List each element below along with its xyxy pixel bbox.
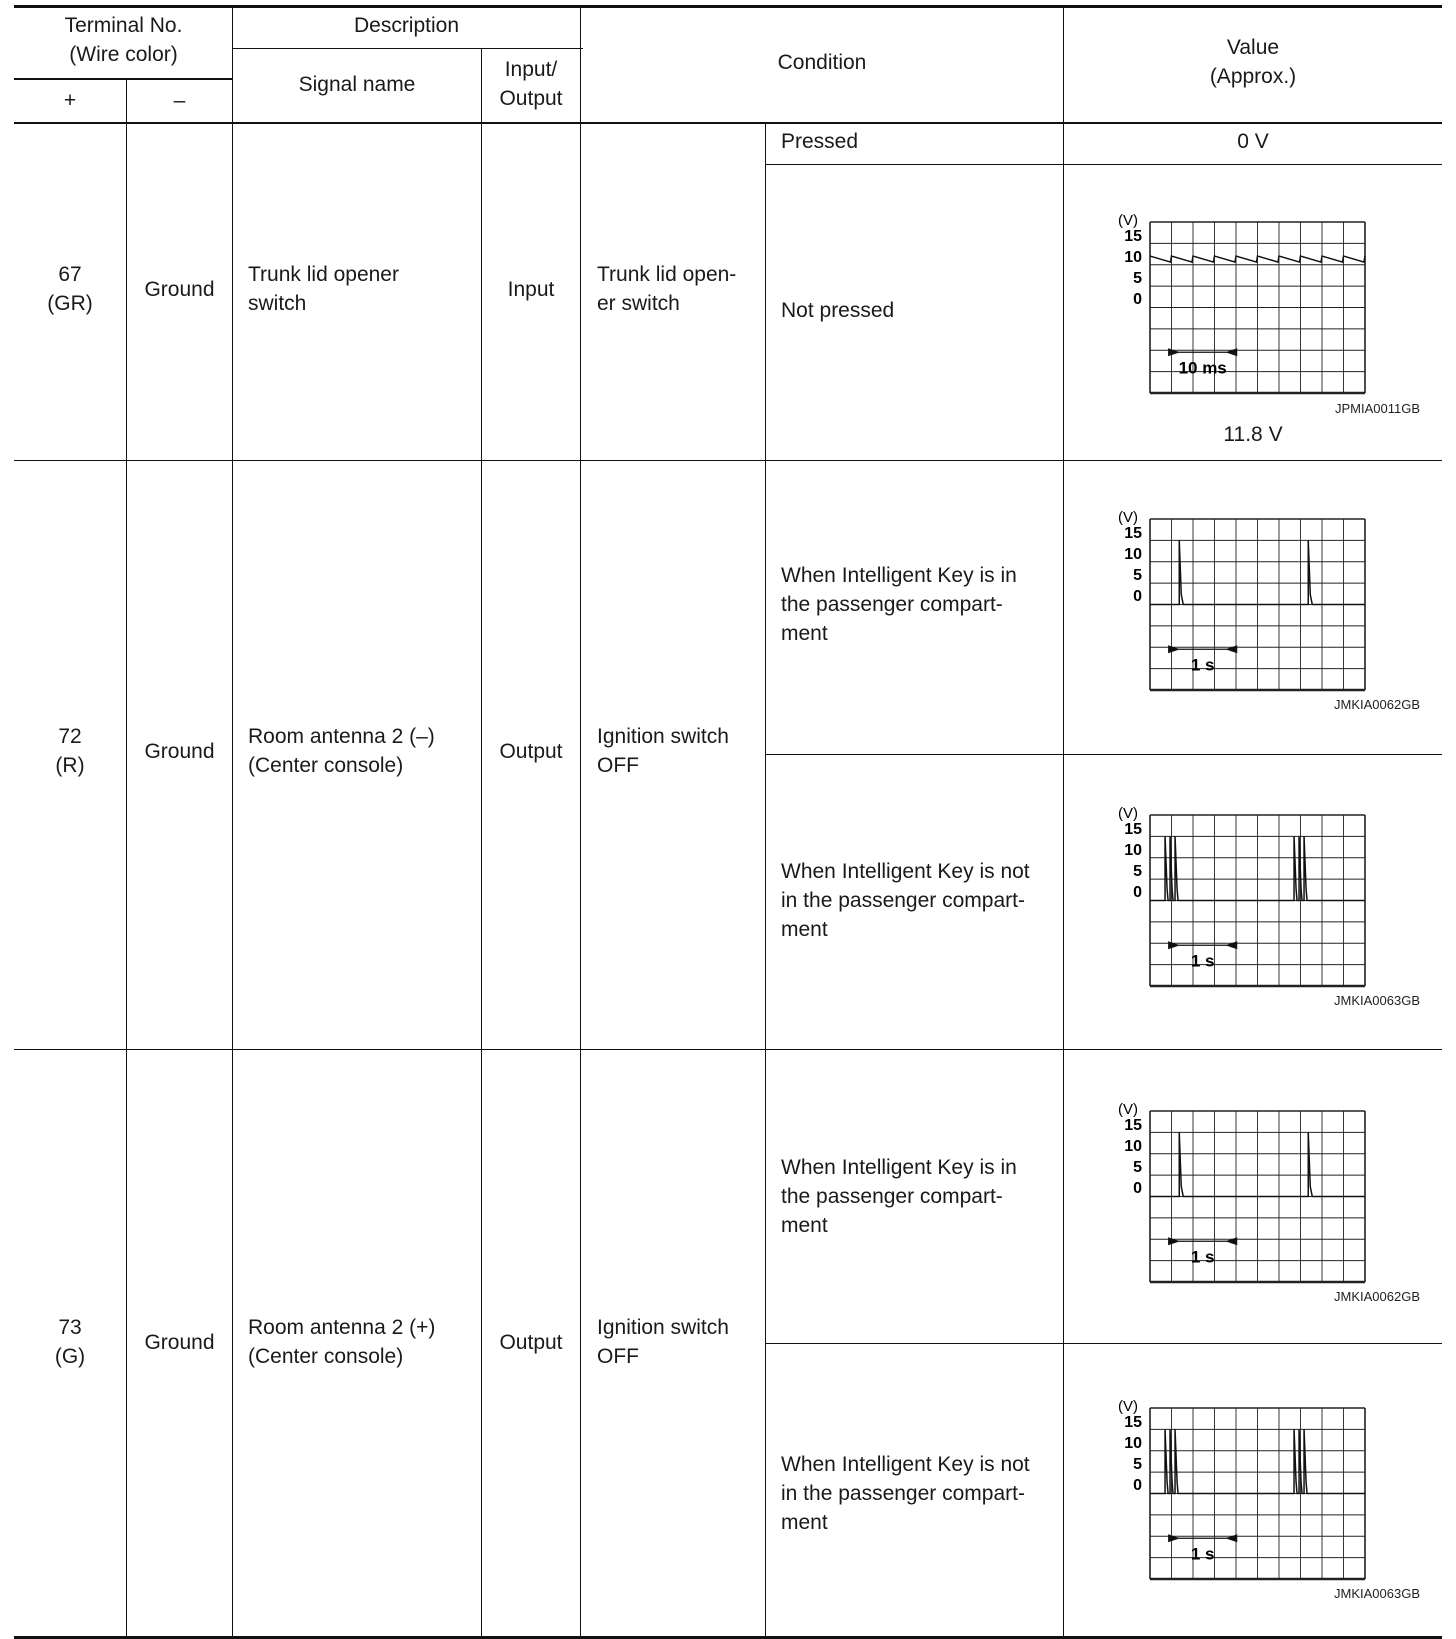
waveform-graph xyxy=(1100,1097,1370,1287)
signal-name-line-1: Room antenna 2 (+) xyxy=(248,1316,436,1339)
terminal-number: 73 xyxy=(58,1316,82,1339)
tick-label: 0 xyxy=(1133,1180,1142,1197)
header-bottom-rule xyxy=(14,122,1442,124)
tick-label: 5 xyxy=(1133,270,1142,287)
header-minus: – xyxy=(173,89,186,112)
state-key-in-line-3: ment xyxy=(781,1214,828,1237)
state-key-in-line-2: the passenger compart- xyxy=(781,1185,1003,1208)
axis-unit: (V) xyxy=(1118,1101,1138,1118)
state-key-in-line-1: When Intelligent Key is in xyxy=(781,1156,1017,1179)
tick-label: 15 xyxy=(1124,821,1142,838)
time-scale-label: 1 s xyxy=(1190,655,1215,675)
waveform-graph xyxy=(1100,208,1370,398)
wire-color: (GR) xyxy=(47,292,93,315)
condition-line-2: OFF xyxy=(597,1345,639,1368)
header-rule-terminal xyxy=(14,78,233,80)
tick-label: 10 xyxy=(1124,842,1142,859)
signal-name-line-2: (Center console) xyxy=(248,754,404,777)
tick-label: 15 xyxy=(1124,1117,1142,1134)
tick-label: 0 xyxy=(1133,1477,1142,1494)
time-scale-label: 10 ms xyxy=(1178,358,1227,378)
time-arrow-right xyxy=(1225,348,1237,356)
row1-bottom-rule xyxy=(14,460,1442,461)
time-arrow-left xyxy=(1168,348,1180,356)
header-wire-color: (Wire color) xyxy=(69,43,178,66)
header-rule-description xyxy=(233,48,583,49)
tick-label: 10 xyxy=(1124,546,1142,563)
waveform-graph xyxy=(1100,505,1370,695)
minus-terminal: Ground xyxy=(144,740,215,763)
graph-code: JMKIA0062GB xyxy=(1334,1289,1420,1304)
row3-sub-rule xyxy=(766,1343,1442,1344)
axis-unit: (V) xyxy=(1118,805,1138,822)
wire-color: (R) xyxy=(55,754,85,777)
state-key-not-in-line-1: When Intelligent Key is not xyxy=(781,860,1030,883)
row2-sub-rule xyxy=(766,754,1442,755)
table-top-rule xyxy=(14,5,1442,8)
tick-label: 15 xyxy=(1124,525,1142,542)
col-rule-minus xyxy=(126,78,127,1638)
axis-unit: (V) xyxy=(1118,509,1138,526)
input-output: Output xyxy=(499,740,563,763)
condition-line-1: Trunk lid open- xyxy=(597,263,737,286)
terminal-number: 67 xyxy=(58,263,82,286)
header-description: Description xyxy=(353,14,460,37)
time-scale-label: 1 s xyxy=(1190,1544,1215,1564)
axis-unit: (V) xyxy=(1118,212,1138,229)
tick-label: 15 xyxy=(1124,228,1142,245)
tick-label: 5 xyxy=(1133,1456,1142,1473)
tick-label: 15 xyxy=(1124,1414,1142,1431)
signal-name-line-2: (Center console) xyxy=(248,1345,404,1368)
state-key-in-line-3: ment xyxy=(781,622,828,645)
minus-terminal: Ground xyxy=(144,278,215,301)
waveform-graph xyxy=(1100,801,1370,991)
tick-label: 0 xyxy=(1133,588,1142,605)
input-output: Input xyxy=(507,278,555,301)
time-arrow-right xyxy=(1225,1237,1237,1245)
time-arrow-right xyxy=(1225,645,1237,653)
value-pressed: 0 V xyxy=(1237,130,1269,153)
value-not-pressed: 11.8 V xyxy=(1223,423,1283,446)
input-output: Output xyxy=(499,1331,563,1354)
state-key-not-in-line-2: in the passenger compart- xyxy=(781,889,1025,912)
row1-sub-rule xyxy=(766,164,1442,165)
col-rule-substate xyxy=(765,122,766,1638)
tick-label: 0 xyxy=(1133,291,1142,308)
graph-code: JMKIA0063GB xyxy=(1334,1586,1420,1601)
header-plus: + xyxy=(63,89,77,112)
graph-code: JMKIA0063GB xyxy=(1334,993,1420,1008)
col-rule-value xyxy=(1063,5,1064,1638)
state-key-not-in-line-3: ment xyxy=(781,918,828,941)
tick-label: 10 xyxy=(1124,1435,1142,1452)
condition-line-1: Ignition switch xyxy=(597,1316,729,1339)
header-condition: Condition xyxy=(777,51,867,74)
time-arrow-left xyxy=(1168,1534,1180,1542)
time-arrow-left xyxy=(1168,645,1180,653)
graph-code: JPMIA0011GB xyxy=(1334,401,1420,416)
condition-line-2: OFF xyxy=(597,754,639,777)
time-scale-label: 1 s xyxy=(1190,1247,1215,1267)
state-pressed: Pressed xyxy=(781,130,859,153)
terminal-number: 72 xyxy=(58,725,82,748)
tick-label: 0 xyxy=(1133,884,1142,901)
header-input-output-1: Input/ xyxy=(504,58,558,81)
state-not-pressed: Not pressed xyxy=(781,299,895,322)
signal-name-line-1: Room antenna 2 (–) xyxy=(248,725,435,748)
tick-label: 5 xyxy=(1133,1159,1142,1176)
state-key-not-in-line-3: ment xyxy=(781,1511,828,1534)
tick-label: 5 xyxy=(1133,567,1142,584)
signal-name-line-2: switch xyxy=(248,292,307,315)
graph-code: JMKIA0062GB xyxy=(1334,697,1420,712)
tick-label: 5 xyxy=(1133,863,1142,880)
time-arrow-right xyxy=(1225,941,1237,949)
condition-line-2: er switch xyxy=(597,292,680,315)
condition-line-1: Ignition switch xyxy=(597,725,729,748)
col-rule-signal xyxy=(232,5,233,1638)
time-arrow-right xyxy=(1225,1534,1237,1542)
time-arrow-left xyxy=(1168,1237,1180,1245)
header-terminal-no: Terminal No. xyxy=(64,14,183,37)
axis-unit: (V) xyxy=(1118,1398,1138,1415)
state-key-not-in-line-2: in the passenger compart- xyxy=(781,1482,1025,1505)
state-key-in-line-1: When Intelligent Key is in xyxy=(781,564,1017,587)
header-input-output-2: Output xyxy=(499,87,563,110)
state-key-not-in-line-1: When Intelligent Key is not xyxy=(781,1453,1030,1476)
row2-bottom-rule xyxy=(14,1049,1442,1050)
header-value-2: (Approx.) xyxy=(1209,65,1297,88)
header-signal-name: Signal name xyxy=(298,73,416,96)
waveform-graph xyxy=(1100,1394,1370,1584)
time-arrow-left xyxy=(1168,941,1180,949)
wire-color: (G) xyxy=(54,1345,86,1368)
minus-terminal: Ground xyxy=(144,1331,215,1354)
state-key-in-line-2: the passenger compart- xyxy=(781,593,1003,616)
header-value-1: Value xyxy=(1226,36,1280,59)
col-rule-condition xyxy=(580,5,581,1638)
tick-label: 10 xyxy=(1124,249,1142,266)
time-scale-label: 1 s xyxy=(1190,951,1215,971)
tick-label: 10 xyxy=(1124,1138,1142,1155)
signal-name-line-1: Trunk lid opener xyxy=(248,263,399,286)
